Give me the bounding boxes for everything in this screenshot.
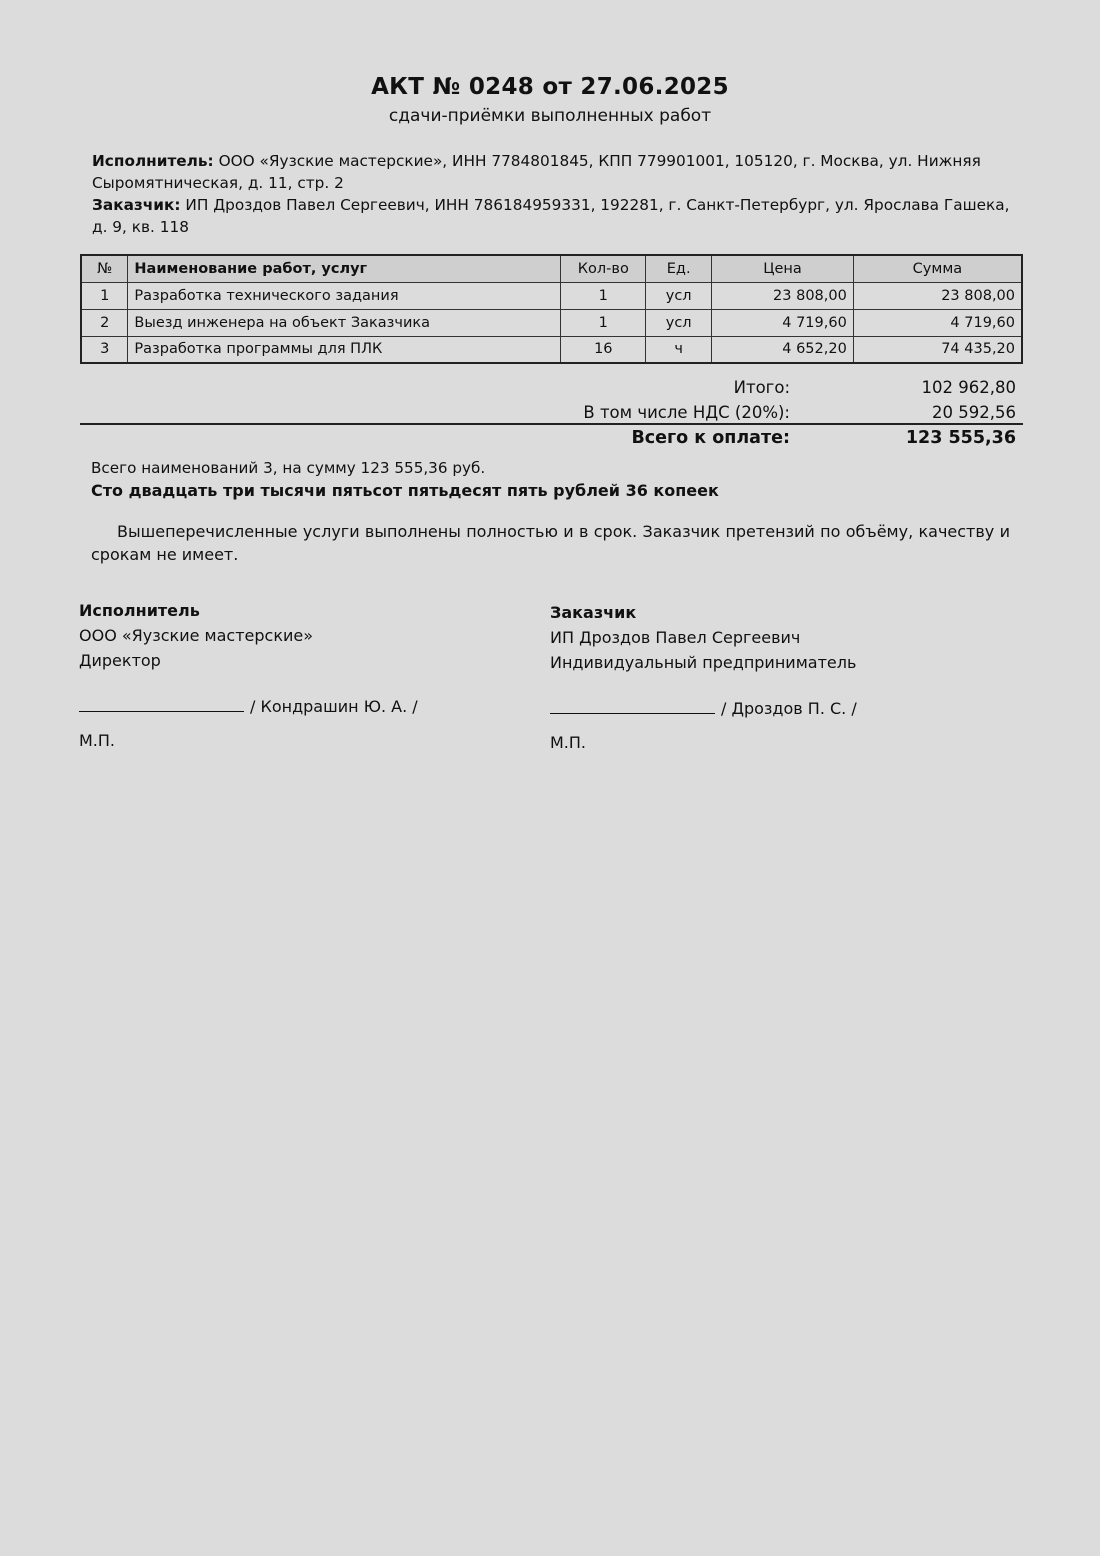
row-num: 2 bbox=[81, 309, 128, 336]
customer-signature-line bbox=[550, 698, 857, 718]
table-row bbox=[81, 309, 1022, 336]
vat-label: В том числе НДС (20%): bbox=[583, 403, 790, 422]
subtotal-label: Итого: bbox=[733, 378, 790, 397]
row-price: 4 719,60 bbox=[712, 309, 854, 336]
row-name: Разработка технического задания bbox=[128, 282, 561, 309]
col-header-sum: Сумма bbox=[853, 255, 1022, 282]
executor-signature-line bbox=[79, 696, 418, 716]
customer-details bbox=[92, 194, 1022, 238]
executor-signature-blank bbox=[79, 696, 244, 712]
vat-value: 20 592,56 bbox=[932, 403, 1016, 422]
executor-label: Исполнитель: bbox=[92, 152, 214, 170]
customer-label: Заказчик: bbox=[92, 196, 181, 214]
table-row bbox=[81, 336, 1022, 363]
subtotal-value: 102 962,80 bbox=[921, 378, 1016, 397]
col-header-name: Наименование работ, услуг bbox=[128, 255, 561, 282]
row-qty: 1 bbox=[561, 309, 646, 336]
col-header-unit: Ед. bbox=[646, 255, 712, 282]
col-header-qty: Кол-во bbox=[561, 255, 646, 282]
document-subtitle: сдачи-приёмки выполненных работ bbox=[388, 106, 712, 126]
executor-details bbox=[92, 150, 1022, 194]
row-name: Разработка программы для ПЛК bbox=[128, 336, 561, 363]
executor-heading: Исполнитель bbox=[79, 601, 200, 620]
row-num: 3 bbox=[81, 336, 128, 363]
col-header-num: № bbox=[81, 255, 128, 282]
row-sum: 74 435,20 bbox=[853, 336, 1022, 363]
customer-org: ИП Дроздов Павел Сергеевич bbox=[550, 628, 801, 647]
row-price: 23 808,00 bbox=[712, 282, 854, 309]
executor-text: ООО «Яузские мастерские», ИНН 7784801845, КПП 779901001, 105120, г. Москва, ул. Нижняя Сыромятническая, д. 11, стр. 2 bbox=[92, 152, 981, 192]
grand-total-label: Всего к оплате: bbox=[631, 428, 790, 448]
document-title: АКТ № 0248 от 27.06.2025 bbox=[371, 74, 729, 100]
customer-signature-blank bbox=[550, 698, 715, 714]
col-header-price: Цена bbox=[712, 255, 854, 282]
row-name: Выезд инженера на объект Заказчика bbox=[128, 309, 561, 336]
items-count-line: Всего наименований 3, на сумму 123 555,36 руб. bbox=[91, 459, 486, 477]
row-sum: 4 719,60 bbox=[853, 309, 1022, 336]
row-price: 4 652,20 bbox=[712, 336, 854, 363]
executor-signer-name: / Кондрашин Ю. А. / bbox=[250, 697, 418, 716]
amount-in-words: Сто двадцать три тысячи пятьсот пятьдесят пять рублей 36 копеек bbox=[91, 481, 719, 500]
acceptance-statement: Вышеперечисленные услуги выполнены полностью и в срок. Заказчик претензий по объёму, качеству и срокам не имеет. bbox=[91, 522, 1010, 564]
customer-text: ИП Дроздов Павел Сергеевич, ИНН 786184959331, 192281, г. Санкт-Петербург, ул. Ярослава Гашека, д. 9, кв. 118 bbox=[92, 196, 1010, 236]
row-qty: 16 bbox=[561, 336, 646, 363]
customer-stamp-place: М.П. bbox=[550, 733, 587, 752]
row-unit: ч bbox=[646, 336, 712, 363]
customer-signature-block bbox=[550, 600, 856, 675]
executor-org: ООО «Яузские мастерские» bbox=[79, 626, 314, 645]
table-row bbox=[81, 282, 1022, 309]
executor-signature-block bbox=[79, 598, 313, 673]
executor-stamp-place: М.П. bbox=[79, 731, 116, 750]
row-unit: усл bbox=[646, 282, 712, 309]
row-qty: 1 bbox=[561, 282, 646, 309]
executor-position: Директор bbox=[79, 651, 161, 670]
services-table bbox=[80, 254, 1023, 364]
row-unit: усл bbox=[646, 309, 712, 336]
customer-heading: Заказчик bbox=[550, 603, 637, 622]
totals-divider bbox=[80, 423, 1023, 425]
customer-position: Индивидуальный предприниматель bbox=[550, 653, 857, 672]
row-num: 1 bbox=[81, 282, 128, 309]
grand-total-value: 123 555,36 bbox=[905, 428, 1016, 448]
row-sum: 23 808,00 bbox=[853, 282, 1022, 309]
table-header-row bbox=[81, 255, 1022, 282]
customer-signer-name: / Дроздов П. С. / bbox=[721, 699, 857, 718]
